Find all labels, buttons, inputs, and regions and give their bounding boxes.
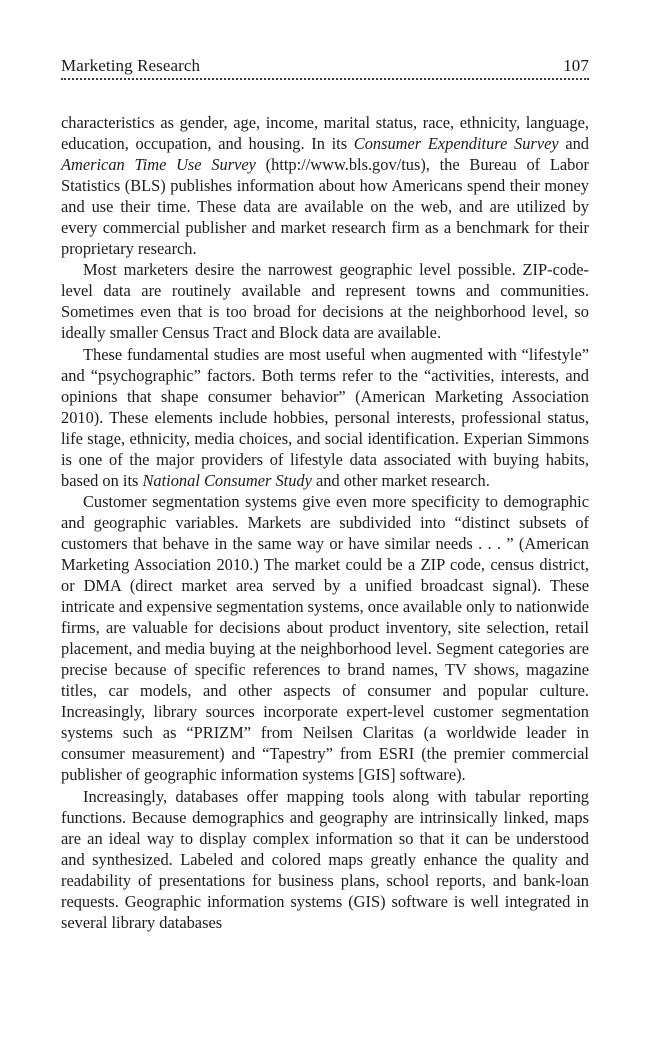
paragraph-text: (http://www.bls.gov/tus), the Bureau of Labor Statistics (BLS) publishes information about how Americans spend their money and use their time. These data are available on the web, and are utilized by every commercial publisher and market research firm as a benchmark for their proprietary research.	[61, 155, 589, 259]
running-title: Marketing Research	[61, 56, 201, 75]
title-national-consumer-study: National Consumer Study	[142, 470, 312, 490]
paragraph-text: Customer segmentation systems give even more specificity to demographic and geographic variables. Markets are subdivided into “distinct subsets of customers that behave in the same way or have similar needs . . . ” (American Marketing Association 2010.) The market could be a ZIP code, census district, or DMA (direct market area served by a unified broadcast signal). These intricate and expensive segmentation systems, once available only to nationwide firms, are valuable for decisions about product inventory, site selection, retail placement, and media buying at the neighborhood level. Segment categories are precise because of specific references to brand names, TV shows, magazine titles, car models, and other aspects of consumer and popular culture. Increasingly, library sources incorporate expert-level customer segmentation systems such as “PRIZM” from Neilsen Claritas (a worldwide leader in consumer measurement) and “Tapestry” from ESRI (the premier commercial publisher of geographic information systems [GIS] software).	[61, 491, 589, 785]
paragraph-1	[61, 112, 589, 259]
title-american-time-use-survey: American Time Use Survey	[61, 155, 256, 175]
book-page	[61, 56, 589, 933]
paragraph-text: and other market research.	[311, 470, 490, 490]
paragraph-text: and	[558, 134, 589, 154]
page-number: 107	[563, 56, 589, 75]
paragraph-text: These fundamental studies are most useful when augmented with “lifestyle” and “psychographic” factors. Both terms refer to the “activities, interests, and opinions that shape consumer behavior” (American Marketing Association 2010). These elements include hobbies, personal interests, professional status, life stage, ethnicity, media choices, and social identification. Experian Simmons is one of the major providers of lifestyle data associated with buying habits, based on its	[61, 344, 589, 490]
title-consumer-expenditure-survey: Consumer Expenditure Survey	[353, 134, 559, 154]
body-text	[61, 112, 589, 933]
paragraph-3	[61, 344, 589, 491]
paragraph-5	[61, 786, 589, 933]
running-header	[61, 56, 589, 80]
paragraph-2	[61, 259, 589, 343]
paragraph-text: Most marketers desire the narrowest geographic level possible. ZIP-code-level data are routinely available and represent towns and communities. Sometimes even that is too broad for decisions at the neighborhood level, so ideally smaller Census Tract and Block data are available.	[61, 260, 589, 343]
paragraph-text: Increasingly, databases offer mapping tools along with tabular reporting functions. Because demographics and geography are intrinsically linked, maps are an ideal way to display complex information so that it can be understood and synthesized. Labeled and colored maps greatly enhance the quality and readability of presentations for business plans, school reports, and bank-loan requests. Geographic information systems (GIS) software is well integrated in several library databases	[61, 786, 589, 932]
paragraph-text: characteristics as gender, age, income, marital status, race, ethnicity, language, education, occupation, and housing. In its	[61, 113, 589, 154]
paragraph-4	[61, 491, 589, 786]
